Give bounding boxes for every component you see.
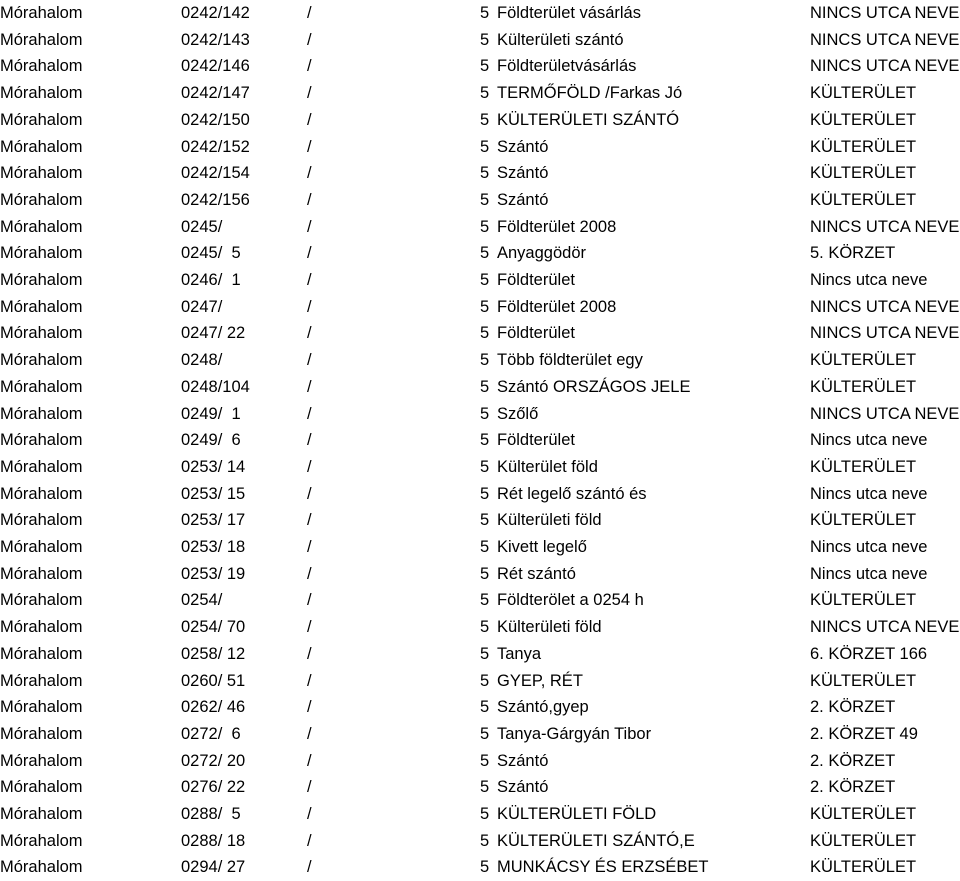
description-cell: Szántó: [497, 190, 549, 209]
table-row: [0, 668, 960, 695]
district-number-cell: 5: [480, 190, 490, 209]
address-cell: KÜLTERÜLET: [810, 805, 917, 823]
description-cell: Anyaggödör: [497, 244, 586, 263]
district-number-cell: 5: [480, 484, 490, 503]
separator-cell: /: [307, 457, 312, 476]
table-row: [0, 774, 960, 801]
city-cell: Mórahalom: [0, 698, 83, 717]
district-number-cell: 5: [480, 377, 490, 396]
city-cell: Mórahalom: [0, 404, 83, 423]
parcel-number-cell: 0253/ 19: [181, 564, 246, 583]
parcel-number-cell: 0272/ 6: [181, 724, 241, 743]
district-number-cell: 5: [480, 778, 490, 797]
description-cell: Külterületi föld: [497, 511, 602, 530]
address-cell: KÜLTERÜLET: [810, 190, 917, 209]
separator-cell: /: [307, 564, 312, 583]
description-cell: Szántó,gyep: [497, 698, 589, 717]
separator-cell: /: [307, 190, 312, 209]
separator-cell: /: [307, 858, 312, 877]
city-cell: Mórahalom: [0, 751, 83, 770]
table-row: [0, 854, 960, 881]
district-number-cell: 5: [480, 431, 490, 450]
separator-cell: /: [307, 217, 312, 236]
address-cell: NINCS UTCA NEVE: [810, 404, 960, 423]
table-row: [0, 721, 960, 748]
separator-cell: /: [307, 484, 312, 503]
city-cell: Mórahalom: [0, 724, 83, 743]
address-cell: KÜLTERÜLET: [810, 457, 917, 476]
district-number-cell: 5: [480, 671, 490, 690]
table-row: [0, 828, 960, 855]
city-cell: Mórahalom: [0, 778, 83, 797]
separator-cell: /: [307, 591, 312, 610]
city-cell: Mórahalom: [0, 671, 83, 690]
parcel-number-cell: 0249/ 1: [181, 404, 241, 423]
description-cell: Szántó: [497, 778, 549, 797]
city-cell: Mórahalom: [0, 618, 83, 637]
table-row: [0, 427, 960, 454]
address-cell: KÜLTERÜLET: [810, 110, 917, 129]
table-row: [0, 587, 960, 614]
table-row: [0, 347, 960, 374]
parcel-number-cell: 0258/ 12: [181, 644, 246, 663]
city-cell: Mórahalom: [0, 351, 83, 370]
parcel-number-cell: 0272/ 20: [181, 751, 246, 770]
district-number-cell: 5: [480, 751, 490, 770]
city-cell: Mórahalom: [0, 190, 83, 209]
description-cell: Tanya: [497, 644, 542, 663]
parcel-number-cell: 0247/ 22: [181, 324, 246, 343]
city-cell: Mórahalom: [0, 591, 83, 610]
district-number-cell: 5: [480, 644, 490, 663]
district-number-cell: 5: [480, 84, 490, 103]
city-cell: Mórahalom: [0, 164, 83, 183]
separator-cell: /: [307, 164, 312, 183]
address-cell: 5. KÖRZET: [810, 244, 896, 263]
description-cell: Külterületi szántó: [497, 30, 624, 49]
city-cell: Mórahalom: [0, 858, 83, 877]
table-row: [0, 27, 960, 54]
table-row: [0, 561, 960, 588]
separator-cell: /: [307, 4, 312, 22]
separator-cell: /: [307, 84, 312, 103]
table-row: [0, 187, 960, 214]
address-cell: Nincs utca neve: [810, 564, 928, 583]
address-cell: 2. KÖRZET: [810, 698, 896, 717]
table-row: [0, 801, 960, 828]
district-number-cell: 5: [480, 164, 490, 183]
parcel-number-cell: 0242/154: [181, 164, 250, 183]
separator-cell: /: [307, 404, 312, 423]
separator-cell: /: [307, 57, 312, 76]
parcel-number-cell: 0288/ 18: [181, 831, 246, 850]
address-cell: KÜLTERÜLET: [810, 84, 917, 103]
table-row: [0, 507, 960, 534]
table-row: [0, 0, 960, 27]
separator-cell: /: [307, 618, 312, 637]
table-row: [0, 240, 960, 267]
address-cell: KÜLTERÜLET: [810, 858, 917, 877]
parcel-number-cell: 0254/ 70: [181, 618, 246, 637]
table-row: [0, 694, 960, 721]
address-cell: KÜLTERÜLET: [810, 377, 917, 396]
separator-cell: /: [307, 30, 312, 49]
district-number-cell: 5: [480, 457, 490, 476]
parcel-number-cell: 0242/150: [181, 110, 250, 129]
separator-cell: /: [307, 324, 312, 343]
address-cell: Nincs utca neve: [810, 431, 928, 450]
description-cell: TERMŐFÖLD /Farkas Jó: [497, 84, 683, 103]
city-cell: Mórahalom: [0, 137, 83, 156]
address-cell: NINCS UTCA NEVE: [810, 217, 960, 236]
table-row: [0, 53, 960, 80]
description-cell: MUNKÁCSY ÉS ERZSÉBET: [497, 858, 709, 877]
city-cell: Mórahalom: [0, 511, 83, 530]
parcel-number-cell: 0253/ 15: [181, 484, 246, 503]
city-cell: Mórahalom: [0, 57, 83, 76]
parcel-number-cell: 0248/: [181, 351, 223, 370]
parcel-number-cell: 0245/: [181, 217, 223, 236]
parcel-number-cell: 0242/152: [181, 137, 250, 156]
parcel-number-cell: 0288/ 5: [181, 805, 241, 823]
parcel-number-cell: 0253/ 18: [181, 538, 246, 556]
table-row: [0, 641, 960, 668]
separator-cell: /: [307, 831, 312, 850]
district-number-cell: 5: [480, 297, 490, 316]
description-cell: KÜLTERÜLETI FÖLD: [497, 805, 657, 823]
address-cell: 2. KÖRZET: [810, 751, 896, 770]
description-cell: Földterület: [497, 431, 575, 450]
parcel-number-cell: 0248/104: [181, 377, 250, 396]
parcel-number-cell: 0294/ 27: [181, 858, 246, 877]
city-cell: Mórahalom: [0, 297, 83, 316]
district-number-cell: 5: [480, 404, 490, 423]
description-cell: Kivett legelő: [497, 538, 587, 556]
separator-cell: /: [307, 751, 312, 770]
city-cell: Mórahalom: [0, 538, 83, 556]
separator-cell: /: [307, 351, 312, 370]
address-cell: NINCS UTCA NEVE: [810, 30, 960, 49]
table-row: [0, 320, 960, 347]
address-cell: KÜLTERÜLET: [810, 137, 917, 156]
description-cell: KÜLTERÜLETI SZÁNTÓ: [497, 110, 680, 129]
separator-cell: /: [307, 805, 312, 823]
table-row: [0, 374, 960, 401]
separator-cell: /: [307, 137, 312, 156]
table-row: [0, 401, 960, 428]
separator-cell: /: [307, 377, 312, 396]
district-number-cell: 5: [480, 858, 490, 877]
table-row: [0, 614, 960, 641]
district-number-cell: 5: [480, 805, 490, 823]
separator-cell: /: [307, 511, 312, 530]
district-number-cell: 5: [480, 4, 490, 22]
address-cell: NINCS UTCA NEVE: [810, 618, 960, 637]
city-cell: Mórahalom: [0, 431, 83, 450]
parcel-number-cell: 0262/ 46: [181, 698, 246, 717]
city-cell: Mórahalom: [0, 324, 83, 343]
table-row: [0, 267, 960, 294]
district-number-cell: 5: [480, 30, 490, 49]
district-number-cell: 5: [480, 724, 490, 743]
description-cell: Külterület föld: [497, 457, 598, 476]
description-cell: Tanya-Gárgyán Tibor: [497, 724, 652, 743]
city-cell: Mórahalom: [0, 30, 83, 49]
district-number-cell: 5: [480, 137, 490, 156]
parcel-number-cell: 0260/ 51: [181, 671, 246, 690]
description-cell: Földterület: [497, 271, 575, 289]
city-cell: Mórahalom: [0, 271, 83, 289]
address-cell: KÜLTERÜLET: [810, 164, 917, 183]
table-row: [0, 214, 960, 241]
parcel-number-cell: 0253/ 17: [181, 511, 246, 530]
district-number-cell: 5: [480, 511, 490, 530]
city-cell: Mórahalom: [0, 110, 83, 129]
description-cell: Külterületi föld: [497, 618, 602, 637]
parcel-number-cell: 0247/: [181, 297, 223, 316]
description-cell: Szántó: [497, 137, 549, 156]
table-row: [0, 160, 960, 187]
parcel-number-cell: 0242/147: [181, 84, 250, 103]
separator-cell: /: [307, 110, 312, 129]
parcel-number-cell: 0276/ 22: [181, 778, 246, 797]
city-cell: Mórahalom: [0, 84, 83, 103]
address-cell: NINCS UTCA NEVE: [810, 4, 960, 22]
parcel-number-cell: 0242/156: [181, 190, 250, 209]
description-cell: Földterület: [497, 324, 575, 343]
table-row: [0, 481, 960, 508]
separator-cell: /: [307, 538, 312, 556]
separator-cell: /: [307, 778, 312, 797]
address-cell: KÜLTERÜLET: [810, 511, 917, 530]
city-cell: Mórahalom: [0, 831, 83, 850]
description-cell: Szántó: [497, 164, 549, 183]
table-row: [0, 294, 960, 321]
description-cell: Földterölet a 0254 h: [497, 591, 644, 610]
description-cell: Földterület 2008: [497, 297, 617, 316]
district-number-cell: 5: [480, 618, 490, 637]
district-number-cell: 5: [480, 831, 490, 850]
address-cell: 2. KÖRZET: [810, 778, 896, 797]
district-number-cell: 5: [480, 110, 490, 129]
description-cell: Szőlő: [497, 404, 539, 423]
address-cell: NINCS UTCA NEVE: [810, 324, 960, 343]
parcel-number-cell: 0249/ 6: [181, 431, 241, 450]
address-cell: 6. KÖRZET 166: [810, 644, 928, 663]
parcel-number-cell: 0242/146: [181, 57, 250, 76]
district-number-cell: 5: [480, 538, 490, 556]
description-cell: Földterületvásárlás: [497, 57, 637, 76]
city-cell: Mórahalom: [0, 484, 83, 503]
description-cell: Rét legelő szántó és: [497, 484, 647, 503]
table-row: [0, 534, 960, 561]
table-row: [0, 107, 960, 134]
description-cell: Szántó: [497, 751, 549, 770]
district-number-cell: 5: [480, 698, 490, 717]
parcel-number-cell: 0245/ 5: [181, 244, 241, 263]
separator-cell: /: [307, 297, 312, 316]
district-number-cell: 5: [480, 564, 490, 583]
description-cell: Rét szántó: [497, 564, 576, 583]
separator-cell: /: [307, 644, 312, 663]
description-cell: Földterület 2008: [497, 217, 617, 236]
city-cell: Mórahalom: [0, 457, 83, 476]
city-cell: Mórahalom: [0, 4, 83, 22]
district-number-cell: 5: [480, 591, 490, 610]
table-row: [0, 134, 960, 161]
description-cell: Több földterület egy: [497, 351, 643, 370]
district-number-cell: 5: [480, 244, 490, 263]
address-cell: KÜLTERÜLET: [810, 351, 917, 370]
separator-cell: /: [307, 671, 312, 690]
city-cell: Mórahalom: [0, 377, 83, 396]
description-cell: KÜLTERÜLETI SZÁNTÓ,E: [497, 831, 695, 850]
address-cell: KÜLTERÜLET: [810, 671, 917, 690]
parcel-number-cell: 0242/142: [181, 4, 250, 22]
district-number-cell: 5: [480, 324, 490, 343]
table-row: [0, 748, 960, 775]
address-cell: KÜLTERÜLET: [810, 591, 917, 610]
city-cell: Mórahalom: [0, 564, 83, 583]
separator-cell: /: [307, 244, 312, 263]
city-cell: Mórahalom: [0, 217, 83, 236]
district-number-cell: 5: [480, 217, 490, 236]
separator-cell: /: [307, 271, 312, 289]
district-number-cell: 5: [480, 57, 490, 76]
city-cell: Mórahalom: [0, 805, 83, 823]
city-cell: Mórahalom: [0, 644, 83, 663]
district-number-cell: 5: [480, 271, 490, 289]
separator-cell: /: [307, 724, 312, 743]
description-cell: Földterület vásárlás: [497, 4, 641, 22]
parcel-number-cell: 0254/: [181, 591, 223, 610]
parcel-number-cell: 0246/ 1: [181, 271, 241, 289]
address-cell: NINCS UTCA NEVE: [810, 297, 960, 316]
description-cell: GYEP, RÉT: [497, 671, 583, 690]
address-cell: NINCS UTCA NEVE: [810, 57, 960, 76]
separator-cell: /: [307, 698, 312, 717]
city-cell: Mórahalom: [0, 244, 83, 263]
address-cell: KÜLTERÜLET: [810, 831, 917, 850]
table-row: [0, 80, 960, 107]
description-cell: Szántó ORSZÁGOS JELE: [497, 377, 691, 396]
separator-cell: /: [307, 431, 312, 450]
table-row: [0, 454, 960, 481]
parcel-number-cell: 0242/143: [181, 30, 250, 49]
address-cell: 2. KÖRZET 49: [810, 724, 918, 743]
district-number-cell: 5: [480, 351, 490, 370]
address-cell: Nincs utca neve: [810, 484, 928, 503]
parcel-number-cell: 0253/ 14: [181, 457, 246, 476]
address-cell: Nincs utca neve: [810, 271, 928, 289]
address-cell: Nincs utca neve: [810, 538, 928, 556]
